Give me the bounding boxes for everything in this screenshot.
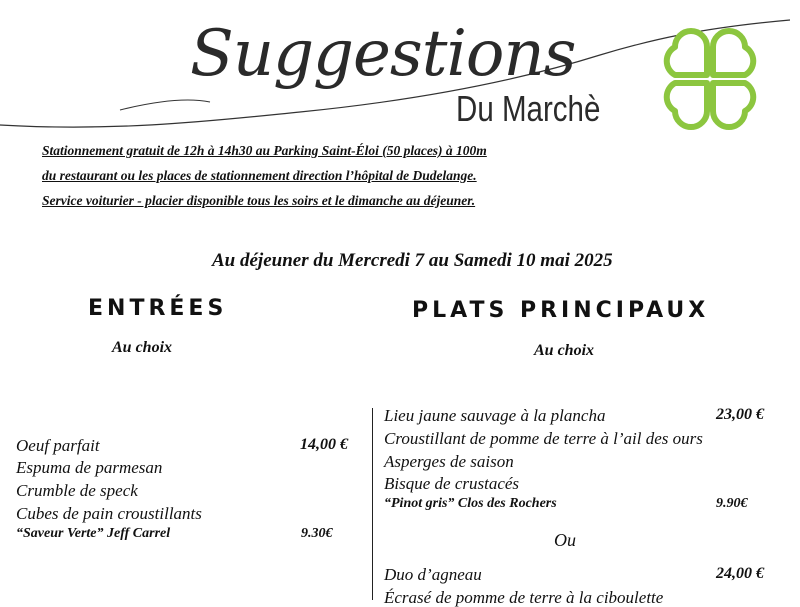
entree-line: Espuma de parmesan bbox=[16, 458, 163, 477]
parking-notice-line-3: Service voiturier - placier disponible tous les soirs et le dimanche au déjeuner. bbox=[42, 193, 476, 208]
plat-price: 23,00 € bbox=[716, 406, 764, 423]
plat-line: Lieu jaune sauvage à la plancha bbox=[384, 406, 606, 425]
entrees-title: ENTRÉES bbox=[88, 296, 228, 321]
date-line: Au déjeuner du Mercredi 7 au Samedi 10 mai 2025 bbox=[212, 250, 613, 271]
plat-wine-price: 9.90€ bbox=[716, 496, 748, 511]
plats-choice: Au choix bbox=[534, 342, 595, 359]
entree-wine-price: 9.30€ bbox=[301, 526, 333, 541]
plat-line: Croustillant de pomme de terre à l’ail des ours bbox=[384, 429, 703, 448]
entree-line: Cubes de pain croustillants bbox=[16, 504, 202, 523]
plats-title: PLATS PRINCIPAUX bbox=[412, 298, 710, 323]
menu-title: Suggestions bbox=[190, 17, 576, 91]
menu-subtitle: Du Marchè bbox=[456, 88, 601, 129]
entree-price: 14,00 € bbox=[300, 436, 348, 453]
parking-notice-line-1: Stationnement gratuit de 12h à 14h30 au Parking Saint-Éloi (50 places) à 100m bbox=[42, 143, 487, 158]
entree-wine: “Saveur Verte” Jeff Carrel bbox=[16, 526, 171, 541]
entree-line: Crumble de speck bbox=[16, 481, 138, 500]
plat-line: Duo d’agneau bbox=[384, 565, 482, 584]
clover-icon bbox=[655, 25, 765, 135]
plat-price: 24,00 € bbox=[716, 565, 764, 582]
entree-line: Oeuf parfait bbox=[16, 436, 100, 455]
column-divider bbox=[372, 408, 373, 600]
plat-line: Bisque de crustacés bbox=[384, 474, 520, 493]
or-separator: Ou bbox=[554, 530, 576, 550]
parking-notice-line-2: du restaurant ou les places de stationnement direction l’hôpital de Dudelange. bbox=[42, 168, 477, 183]
plat-line: Asperges de saison bbox=[384, 452, 514, 471]
entrees-choice: Au choix bbox=[112, 339, 173, 356]
plat-line: Écrasé de pomme de terre à la ciboulette bbox=[384, 588, 664, 607]
plat-wine: “Pinot gris” Clos des Rochers bbox=[384, 496, 557, 511]
